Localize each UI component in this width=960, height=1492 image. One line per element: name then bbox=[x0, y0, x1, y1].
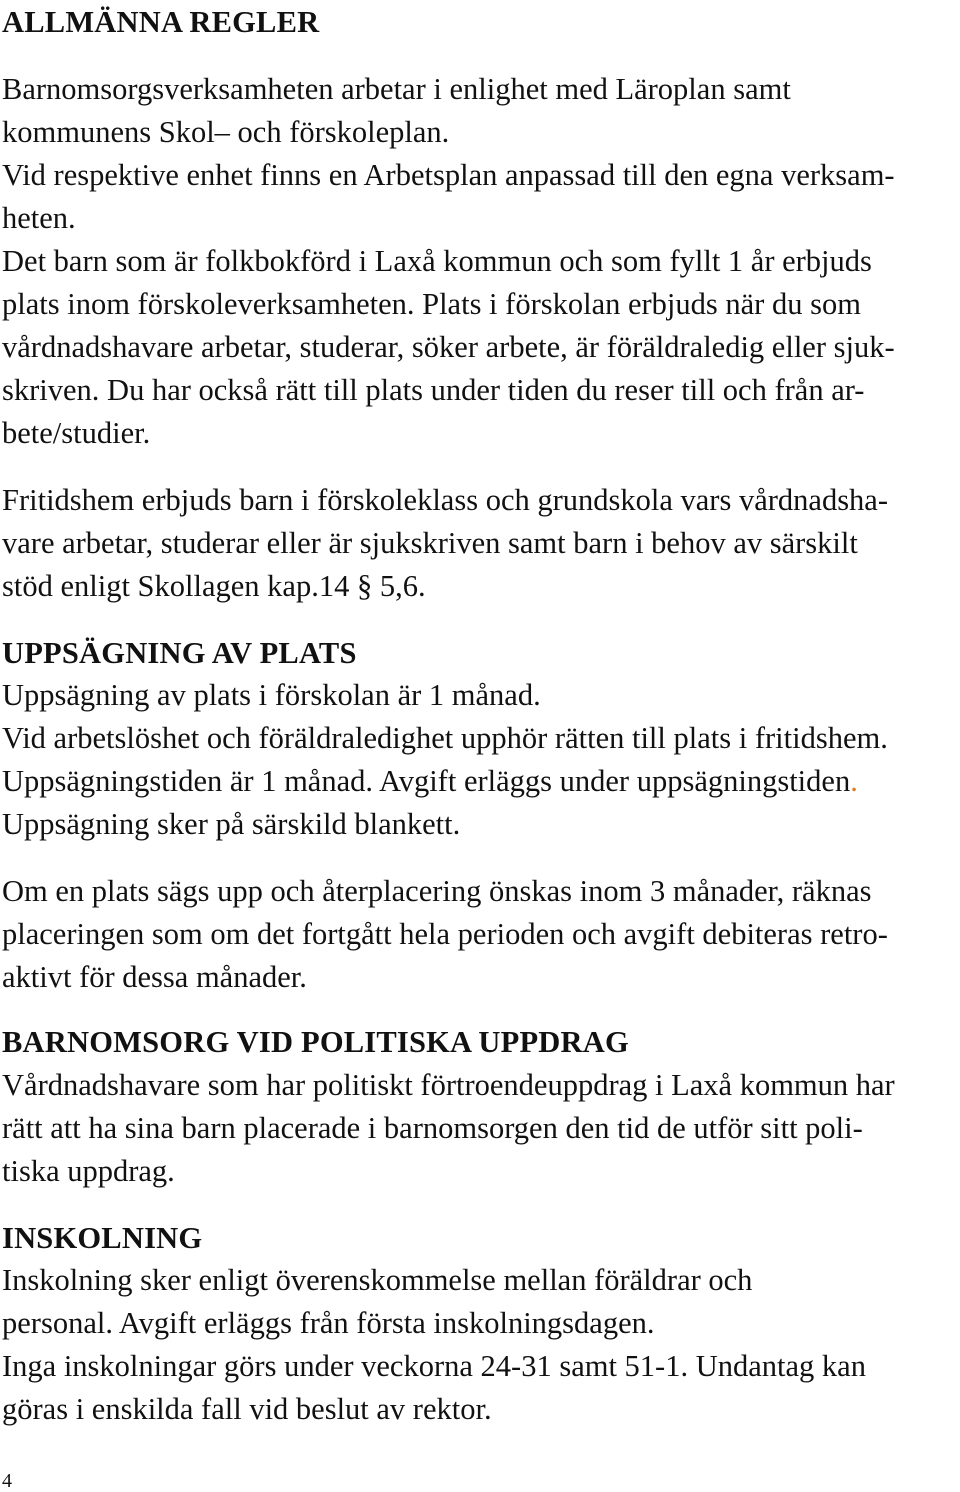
paragraph-line: rätt att ha sina barn placerade i barnomsorgen den tid de utför sitt poli- bbox=[2, 1111, 863, 1145]
accent-period: . bbox=[850, 764, 858, 798]
paragraph-line: skriven. Du har också rätt till plats under tiden du reser till och från ar- bbox=[2, 373, 865, 407]
paragraph-line: vare arbetar, studerar eller är sjukskriven samt barn i behov av särskilt bbox=[2, 526, 858, 560]
paragraph-line: Vid arbetslöshet och föräldraledighet upphör rätten till plats i fritidshem. bbox=[2, 721, 888, 755]
section-heading-allmanna-regler: ALLMÄNNA REGLER bbox=[2, 5, 320, 39]
paragraph-line: aktivt för dessa månader. bbox=[2, 960, 307, 994]
page-number: 4 bbox=[2, 1470, 12, 1492]
section-heading-barnomsorg-politiska-uppdrag: BARNOMSORG VID POLITISKA UPPDRAG bbox=[2, 1025, 629, 1059]
paragraph-line: tiska uppdrag. bbox=[2, 1154, 175, 1188]
paragraph-line: Om en plats sägs upp och återplacering önskas inom 3 månader, räknas bbox=[2, 874, 872, 908]
paragraph-line: Uppsägning sker på särskild blankett. bbox=[2, 807, 461, 841]
paragraph-line-with-accent bbox=[2, 764, 858, 798]
paragraph-line: stöd enligt Skollagen kap.14 § 5,6. bbox=[2, 569, 426, 603]
section-heading-inskolning: INSKOLNING bbox=[2, 1221, 203, 1255]
paragraph-line: Vårdnadshavare som har politiskt förtroendeuppdrag i Laxå kommun har bbox=[2, 1068, 895, 1102]
paragraph-line: bete/studier. bbox=[2, 416, 151, 450]
paragraph-line: heten. bbox=[2, 201, 76, 235]
paragraph-line: plats inom förskoleverksamheten. Plats i förskolan erbjuds när du som bbox=[2, 287, 861, 321]
paragraph-line: Inga inskolningar görs under veckorna 24-31 samt 51-1. Undantag kan bbox=[2, 1349, 866, 1383]
paragraph-line: Det barn som är folkbokförd i Laxå kommun och som fyllt 1 år erbjuds bbox=[2, 244, 872, 278]
paragraph-line: placeringen som om det fortgått hela perioden och avgift debiteras retro- bbox=[2, 917, 888, 951]
paragraph-line: Vid respektive enhet finns en Arbetsplan anpassad till den egna verksam- bbox=[2, 158, 895, 192]
paragraph-line: personal. Avgift erläggs från första inskolningsdagen. bbox=[2, 1306, 655, 1340]
paragraph-line: vårdnadshavare arbetar, studerar, söker arbete, är föräldraledig eller sjuk- bbox=[2, 330, 895, 364]
paragraph-line: Fritidshem erbjuds barn i förskoleklass och grundskola vars vårdnadsha- bbox=[2, 483, 889, 517]
section-heading-uppsagning-av-plats: UPPSÄGNING AV PLATS bbox=[2, 636, 357, 670]
paragraph-line: göras i enskilda fall vid beslut av rektor. bbox=[2, 1392, 492, 1426]
paragraph-line: kommunens Skol– och förskoleplan. bbox=[2, 115, 450, 149]
paragraph-text: Uppsägningstiden är 1 månad. Avgift erläggs under uppsägningstiden bbox=[2, 764, 851, 798]
paragraph-line: Barnomsorgsverksamheten arbetar i enlighet med Läroplan samt bbox=[2, 72, 791, 106]
paragraph-line: Inskolning sker enligt överenskommelse mellan föräldrar och bbox=[2, 1263, 753, 1297]
paragraph-line: Uppsägning av plats i förskolan är 1 månad. bbox=[2, 678, 541, 712]
